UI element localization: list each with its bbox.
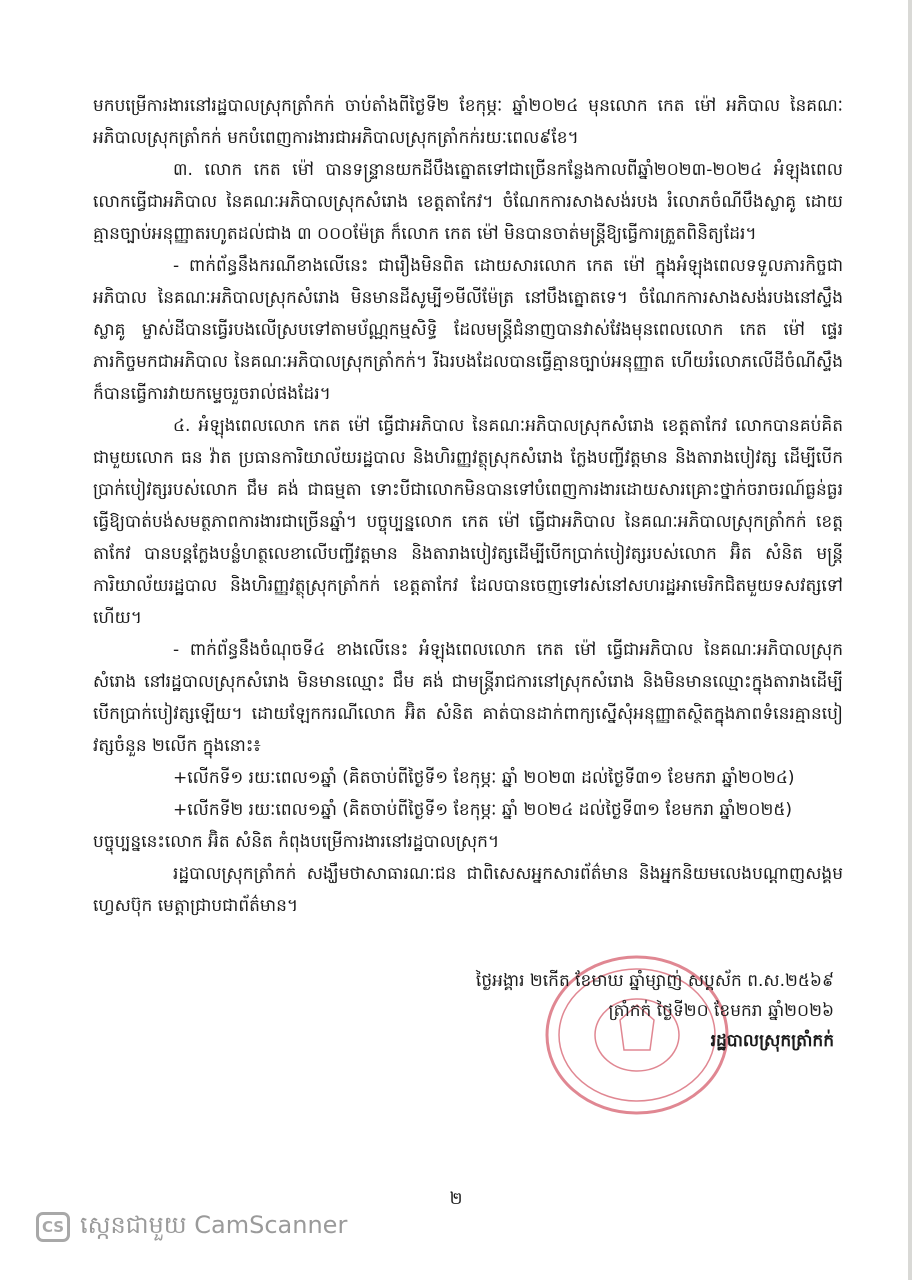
- watermark-text: ស្កេនជាមួយ CamScanner: [80, 1210, 348, 1239]
- list-item-leave-2: +លើកទី២ រយៈពេល១ឆ្នាំ (គិតចាប់ពីថ្ងៃទី១ ខែកុម្ភៈ ឆ្នាំ ២០២៤ ដល់ថ្ងៃទី៣១ ខែមករា ឆ្នាំ២០២៥): [173, 800, 793, 820]
- closing-block: [476, 966, 834, 1056]
- paragraph-response-3: - ពាក់ព័ន្ធនឹងករណីខាងលើនេះ ជារឿងមិនពិត ដោយសារលោក កេត ម៉ៅ ក្នុងអំឡុងពេលទទួលភារកិច្ចជាអភិបាល នៃគណៈអភិបាលស្រុកសំរោង មិនមានដីសូម្បី១មីលីម៉ែត្រ នៅបឹងត្នោតទេ។ ចំណែកការសាងសង់របងនៅស្ទឹងស្លាគូ ម្ចាស់ដីបានធ្វើរបងលើស្របទៅតាមប័ណ្ណកម្មសិទ្ធិ ដែលមន្ត្រីជំនាញបានវាស់វែងមុនពេលលោក កេត ម៉ៅ ផ្ទេរភារកិច្ចមកជាអភិបាល នៃគណៈអភិបាលស្រុកត្រាំកក់។ រីឯរបងដែលបានធ្វើគ្មានច្បាប់អនុញ្ញាត ហើយរំលោភលើដីចំណីស្ទឹង ក៏បានធ្វើការវាយកម្ទេចរួចរាល់ផងដែរ។: [93, 256, 843, 404]
- paragraph-continuation: មកបម្រើការងារនៅរដ្ឋបាលស្រុកត្រាំកក់ ចាប់តាំងពីថ្ងៃទី២ ខែកុម្ភៈ ឆ្នាំ២០២៤ មុនលោក កេត ម៉ៅ អភិបាល នៃគណៈអភិបាលស្រុកត្រាំកក់ មកបំពេញការងារជាអភិបាលស្រុកត្រាំកក់រយៈពេល៩ខែ។: [93, 96, 843, 148]
- lunar-date: ថ្ងៃអង្គារ ២កើត ខែមាឃ ឆ្នាំម្សាញ់ សប្តស័ក ព.ស.២៥៦៩: [475, 971, 834, 991]
- list-item-leave-1: +លើកទី១ រយៈពេល១ឆ្នាំ (គិតចាប់ពីថ្ងៃទី១ ខែកុម្ភៈ ឆ្នាំ ២០២៣ ដល់ថ្ងៃទី៣១ ខែមករា ឆ្នាំ២០២៤): [173, 768, 795, 788]
- camscanner-logo-icon: CS: [36, 1212, 70, 1242]
- paragraph-point-4: ៤. អំឡុងពេលលោក កេត ម៉ៅ ធ្វើជាអភិបាល នៃគណៈអភិបាលស្រុកសំរោង ខេត្តតាកែវ លោកបានគប់គិតជាមួយលោក ធន វ៉ាត ប្រធានការិយាល័យរដ្ឋបាល និងហិរញ្ញវត្ថុស្រុកសំរោង ក្លែងបញ្ជីវត្តមាន និងតារាងបៀវត្ស ដើម្បីបើកប្រាក់បៀវត្សរបស់លោក ជឹម គង់ ជាធម្មតា ទោះបីជាលោកមិនបានទៅបំពេញការងារដោយសារគ្រោះថ្នាក់ចរាចរណ៍ធ្ងន់ធ្ងរ ធ្វើឱ្យបាត់បង់សមត្ថភាពការងារជាច្រើនឆ្នាំ។ បច្ចុប្បន្នលោក កេត ម៉ៅ ធ្វើជាអភិបាល នៃគណៈអភិបាលស្រុកត្រាំកក់ ខេត្តតាកែវ បានបន្តក្លែងបន្លំហត្ថលេខាលើបញ្ជីវត្តមាន និងតារាងបៀវត្សដើម្បីបើកប្រាក់បៀវត្សរបស់លោក អ៊ិត សំនិត មន្ត្រីការិយាល័យរដ្ឋបាល និងហិរញ្ញវត្ថុស្រុកត្រាំកក់ ខេត្តតាកែវ ដែលបានចេញទៅរស់នៅសហរដ្ឋអាមេរិកជិតមួយទសវត្សទៅហើយ។: [93, 416, 843, 628]
- document-body: [93, 90, 843, 922]
- paragraph-current-status: បច្ចុប្បន្ននេះលោក អ៊ិត សំនិត កំពុងបម្រើការងារនៅរដ្ឋបាលស្រុក។: [93, 832, 500, 852]
- paragraph-response-4: - ពាក់ព័ន្ធនឹងចំណុចទី៤ ខាងលើនេះ អំឡុងពេលលោក កេត ម៉ៅ ធ្វើជាអភិបាល នៃគណៈអភិបាលស្រុកសំរោង នៅរដ្ឋបាលស្រុកសំរោង មិនមានឈ្មោះ ជឹម គង់ ជាមន្ត្រីរាជការនៅស្រុកសំរោង និងមិនមានឈ្មោះក្នុងតារាងដើម្បីបើកប្រាក់បៀវត្សឡើយ។ ដោយឡែកករណីលោក អ៊ិត សំនិត គាត់បានដាក់ពាក្យស្នើសុំអនុញ្ញាតស្ថិតក្នុងភាពទំនេរគ្មានបៀវត្សចំនួន ២លើក ក្នុងនោះ៖: [93, 640, 843, 756]
- scan-edge: [908, 0, 912, 1280]
- page-number: ២: [449, 1189, 463, 1209]
- solar-date: ត្រាំកក់ ថ្ងៃទី២០ ខែមករា ឆ្នាំ២០២៦: [608, 1001, 834, 1021]
- camscanner-watermark: [36, 1209, 347, 1245]
- signatory: រដ្ឋបាលស្រុកត្រាំកក់: [710, 1031, 834, 1051]
- paragraph-conclusion: រដ្ឋបាលស្រុកត្រាំកក់ សង្ឃឹមថាសាធារណៈជន ជាពិសេសអ្នកសារព័ត៌មាន និងអ្នកនិយមលេងបណ្ដាញសង្គមហ្វេសប៊ុក មេត្តាជ្រាបជាព័ត៌មាន។: [93, 864, 843, 916]
- paragraph-point-3: ៣. លោក កេត ម៉ៅ បានទន្ទ្រានយកដីបឹងត្នោតទៅជាច្រើនកន្លែងកាលពីឆ្នាំ២០២៣-២០២៤ អំឡុងពេលលោកធ្វើជាអភិបាល នៃគណៈអភិបាលស្រុកសំរោង ខេត្តតាកែវ។ ចំណែកការសាងសង់របង រំលោភចំណីបឹងស្លាគូ ដោយគ្មានច្បាប់អនុញ្ញាតរហូតដល់ជាង ៣ ០០០ម៉ែត្រ ក៏លោក កេត ម៉ៅ មិនបានចាត់មន្ត្រីឱ្យធ្វើការត្រួតពិនិត្យដែរ។: [93, 160, 843, 244]
